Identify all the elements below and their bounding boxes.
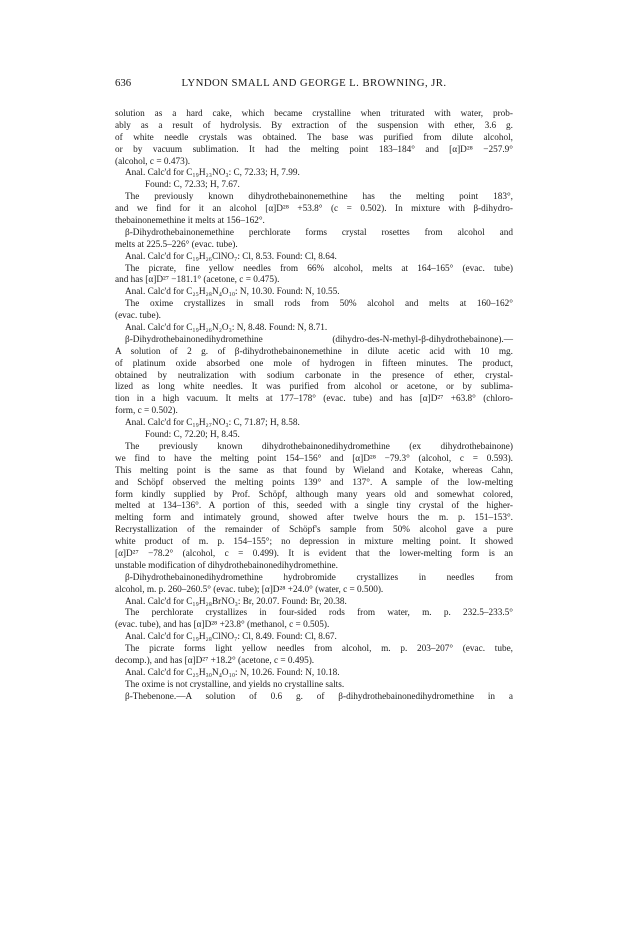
- text-line: (evac. tube).: [115, 311, 161, 322]
- text-line: The oxime crystallizes in small rods from 50% alcohol and melts at 160–162°: [125, 299, 513, 310]
- text-line: and we find for it an alcohol [α]D²⁸ +53.8° (c = 0.502). In mixture with β-dihydro-: [115, 204, 513, 215]
- text-line: we find to have the melting point 154–156° and [α]D²⁸ −79.3° (alcohol, c = 0.593).: [115, 453, 513, 464]
- text-line: The picrate forms light yellow needles from alcohol, m. p. 203–207° (evac. tube,: [125, 644, 513, 655]
- text-line: The previously known dihydrothebainonedihydromethine (ex dihydrothebainone): [125, 441, 513, 452]
- text-line: A solution of 2 g. of β-dihydrothebainonemethine in dilute acetic acid with 10 mg.: [115, 346, 513, 357]
- text-line: solution as a hard cake, which became crystalline when triturated with water, prob-: [115, 109, 513, 119]
- text-line: Anal. Calc'd for C₂₅H₂₈N₄O₁₀: N, 10.30. Found: N, 10.55.: [125, 287, 340, 298]
- text-line: Anal. Calc'd for C₁₉H₂₈BrNO₃: Br, 20.07. Found: Br, 20.38.: [125, 596, 347, 607]
- text-line: alcohol, m. p. 260–260.5° (evac. tube); [α]D²⁸ +24.0° (water, c = 0.500).: [115, 584, 384, 595]
- text-line: of white needle crystals was obtained. The base was purified from dilute alcohol,: [115, 132, 513, 143]
- text-line: Recrystallization of the remainder of Schöpf's sample from 50% alcohol gave a pure: [115, 525, 513, 536]
- text-line: Found: C, 72.20; H, 8.45.: [145, 430, 240, 441]
- text-line: tion in a high vacuum. It melts at 177–178° (evac. tube) and has [α]D²⁷ +63.8° (chloro-: [115, 394, 513, 405]
- text-line: [α]D²⁷ −78.2° (alcohol, c = 0.499). It is evident that the lower-melting form is an: [115, 548, 513, 559]
- text-line: obtained by neutralization with sodium carbonate in the presence of ether, crystal-: [115, 370, 513, 381]
- text-line: The picrate, fine yellow needles from 66% alcohol, melts at 164–165° (evac. tube): [125, 263, 513, 274]
- text-line: lized as long white needles. It was purified from alcohol or acetone, or by sublima-: [115, 382, 513, 393]
- text-line: β-Thebenone.—A solution of 0.6 g. of β-dihydrothebainonedihydromethine in a: [125, 691, 513, 702]
- text-line: melted at 134–136°. A portion of this, seeded with a single tiny crystal of the higher-: [115, 501, 513, 512]
- page-header: [115, 76, 513, 90]
- text-line: The perchlorate crystallizes in four-sided rods from water, m. p. 232.5–233.5°: [125, 608, 513, 619]
- text-line: Anal. Calc'd for C₁₉H₂₇NO₃: C, 71.87; H, 8.58.: [125, 418, 300, 429]
- text-line: β-Dihydrothebainonedihydromethine hydrobromide crystallizes in needles from: [125, 572, 513, 583]
- text-line: This melting point is the same as that found by Wieland and Kotake, whereas Cahn,: [115, 465, 513, 476]
- text-line: ably as a result of hydrolysis. By extraction of the suspension with ether, 3.6 g.: [115, 120, 513, 131]
- text-line: The oxime is not crystalline, and yields no crystalline salts.: [125, 679, 345, 690]
- page-number: 636: [115, 77, 132, 89]
- text-line: Anal. Calc'd for C₁₉H₂₈ClNO₇: Cl, 8.49. Found: Cl, 8.67.: [125, 632, 337, 643]
- text-line: Anal. Calc'd for C₁₉H₂₆N₂O₃: N, 8.48. Found: N, 8.71.: [125, 323, 328, 334]
- text-line: melting form and intimately ground, showed after twelve hours the m. p. 151–153°.: [115, 513, 513, 524]
- text-line: β-Dihydrothebainonedihydromethine (dihydro-des-N-methyl-β-dihydrothebainone).—: [125, 334, 513, 345]
- text-line: white product of m. p. 154–155°; no depression in mixture melting point. It showed: [115, 537, 513, 548]
- text-line: thebainonemethine it melts at 156–162°.: [115, 216, 265, 227]
- text-line: Anal. Calc'd for C₂₅H₃₀N₄O₁₀: N, 10.26. Found: N, 10.18.: [125, 667, 340, 678]
- text-line: (evac. tube), and has [α]D²⁸ +23.8° (methanol, c = 0.505).: [115, 620, 330, 631]
- text-line: Anal. Calc'd for C₁₉H₂₆ClNO₇: Cl, 8.53. Found: Cl, 8.64.: [125, 251, 337, 262]
- text-line: or by vacuum sublimation. It had the melting point 183–184° and [α]D²⁸ −257.9°: [115, 144, 513, 155]
- article-body: [115, 109, 513, 704]
- text-line: unstable modification of dihydrothebainonedihydromethine.: [115, 560, 338, 571]
- text-line: (alcohol, c = 0.473).: [115, 156, 191, 167]
- text-line: decomp.), and has [α]D²⁷ +18.2° (acetone, c = 0.495).: [115, 655, 315, 666]
- text-line: form, c = 0.502).: [115, 406, 178, 417]
- running-head: LYNDON SMALL AND GEORGE L. BROWNING, JR.: [181, 77, 447, 89]
- text-line: and has [α]D²⁷ −181.1° (acetone, c = 0.475).: [115, 275, 280, 286]
- text-line: Found: C, 72.33; H, 7.67.: [145, 180, 240, 191]
- text-line: melts at 225.5–226° (evac. tube).: [115, 239, 238, 250]
- text-line: of platinum oxide absorbed one mole of hydrogen in fifteen minutes. The product,: [115, 358, 513, 369]
- text-line: form kindly supplied by Prof. Schöpf, although many years old and somewhat colored,: [115, 489, 513, 500]
- text-line: Anal. Calc'd for C₁₉H₂₃NO₃: C, 72.33; H, 7.99.: [125, 168, 300, 179]
- text-line: and Schöpf observed the melting points 139° and 137°. A sample of the low-melting: [115, 477, 513, 488]
- text-line: The previously known dihydrothebainonemethine has the melting point 183°,: [125, 192, 513, 203]
- text-line: β-Dihydrothebainonemethine perchlorate forms crystal rosettes from alcohol and: [125, 227, 513, 238]
